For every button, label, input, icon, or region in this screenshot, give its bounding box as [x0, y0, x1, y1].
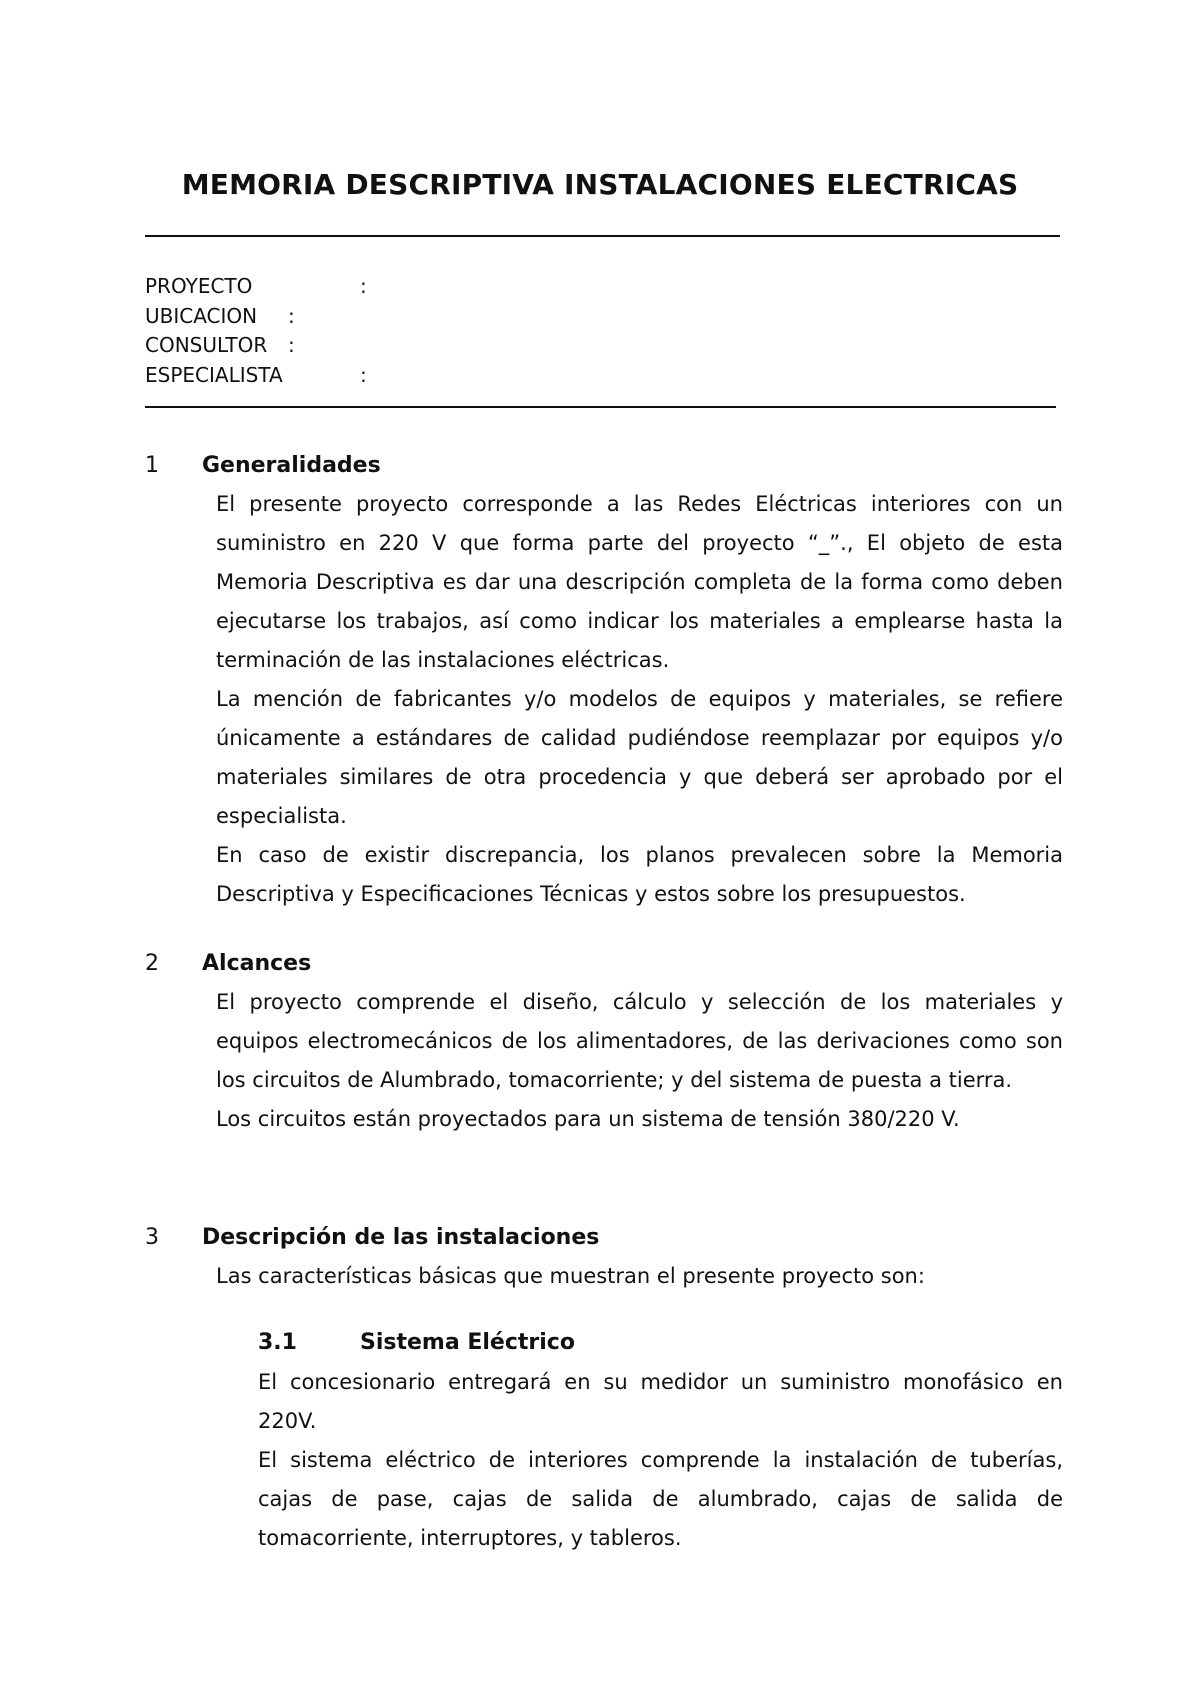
title-divider — [145, 235, 1060, 237]
paragraph: La mención de fabricantes y/o modelos de equipos y materiales, se refiere únicamente a estándares de calidad pudiéndose reemplazar por equipos y/o materiales similares de otra procedencia y que deberá ser aprobado por el especialista. — [216, 687, 1063, 828]
meta-colon: : — [288, 333, 295, 357]
meta-label: PROYECTO — [145, 274, 253, 298]
section-body — [216, 485, 1063, 914]
section-heading: Alcances — [202, 951, 312, 976]
meta-row-especialista — [145, 360, 367, 390]
document-title: MEMORIA DESCRIPTIVA INSTALACIONES ELECTRICAS — [181, 168, 1019, 201]
paragraph: El proyecto comprende el diseño, cálculo y selección de los materiales y equipos electromecánicos de los alimentadores, de las derivaciones como son los circuitos de Alumbrado, tomacorriente; y del sistema de puesta a tierra. — [216, 990, 1063, 1092]
paragraph: El concesionario entregará en su medidor un suministro monofásico en 220V. — [258, 1370, 1063, 1433]
paragraph: En caso de existir discrepancia, los planos prevalecen sobre la Memoria Descriptiva y Especificaciones Técnicas y estos sobre los presupuestos. — [216, 843, 1063, 906]
meta-label: UBICACION — [145, 304, 258, 328]
meta-colon: : — [360, 274, 367, 298]
paragraph: Las características básicas que muestran el presente proyecto son: — [216, 1264, 925, 1288]
subsection-body — [258, 1363, 1063, 1558]
paragraph: El sistema eléctrico de interiores comprende la instalación de tuberías, cajas de pase, cajas de salida de alumbrado, cajas de salida de tomacorriente, interruptores, y tableros. — [258, 1448, 1063, 1550]
meta-divider — [145, 406, 1056, 408]
meta-row-consultor — [145, 330, 295, 360]
meta-row-proyecto — [145, 271, 367, 301]
section-body — [216, 983, 1063, 1139]
section-body — [216, 1257, 1063, 1296]
paragraph: El presente proyecto corresponde a las Redes Eléctricas interiores con un suministro en 220 V que forma parte del proyecto “_”., El objeto de esta Memoria Descriptiva es dar una descripción completa de la forma como deben ejecutarse los trabajos, así como indicar los materiales a emplearse hasta la terminación de las instalaciones eléctricas. — [216, 492, 1063, 672]
meta-label: CONSULTOR — [145, 333, 268, 357]
section-heading: Generalidades — [202, 453, 381, 478]
subsection-heading: Sistema Eléctrico — [360, 1330, 575, 1355]
meta-row-ubicacion — [145, 301, 295, 331]
meta-colon: : — [288, 304, 295, 328]
paragraph: Los circuitos están proyectados para un sistema de tensión 380/220 V. — [216, 1107, 960, 1131]
meta-colon: : — [360, 363, 367, 387]
subsection-number: 3.1 — [258, 1330, 297, 1355]
section-heading: Descripción de las instalaciones — [202, 1225, 600, 1250]
section-number: 1 — [145, 453, 159, 478]
meta-label: ESPECIALISTA — [145, 363, 283, 387]
section-number: 3 — [145, 1225, 159, 1250]
section-number: 2 — [145, 951, 159, 976]
